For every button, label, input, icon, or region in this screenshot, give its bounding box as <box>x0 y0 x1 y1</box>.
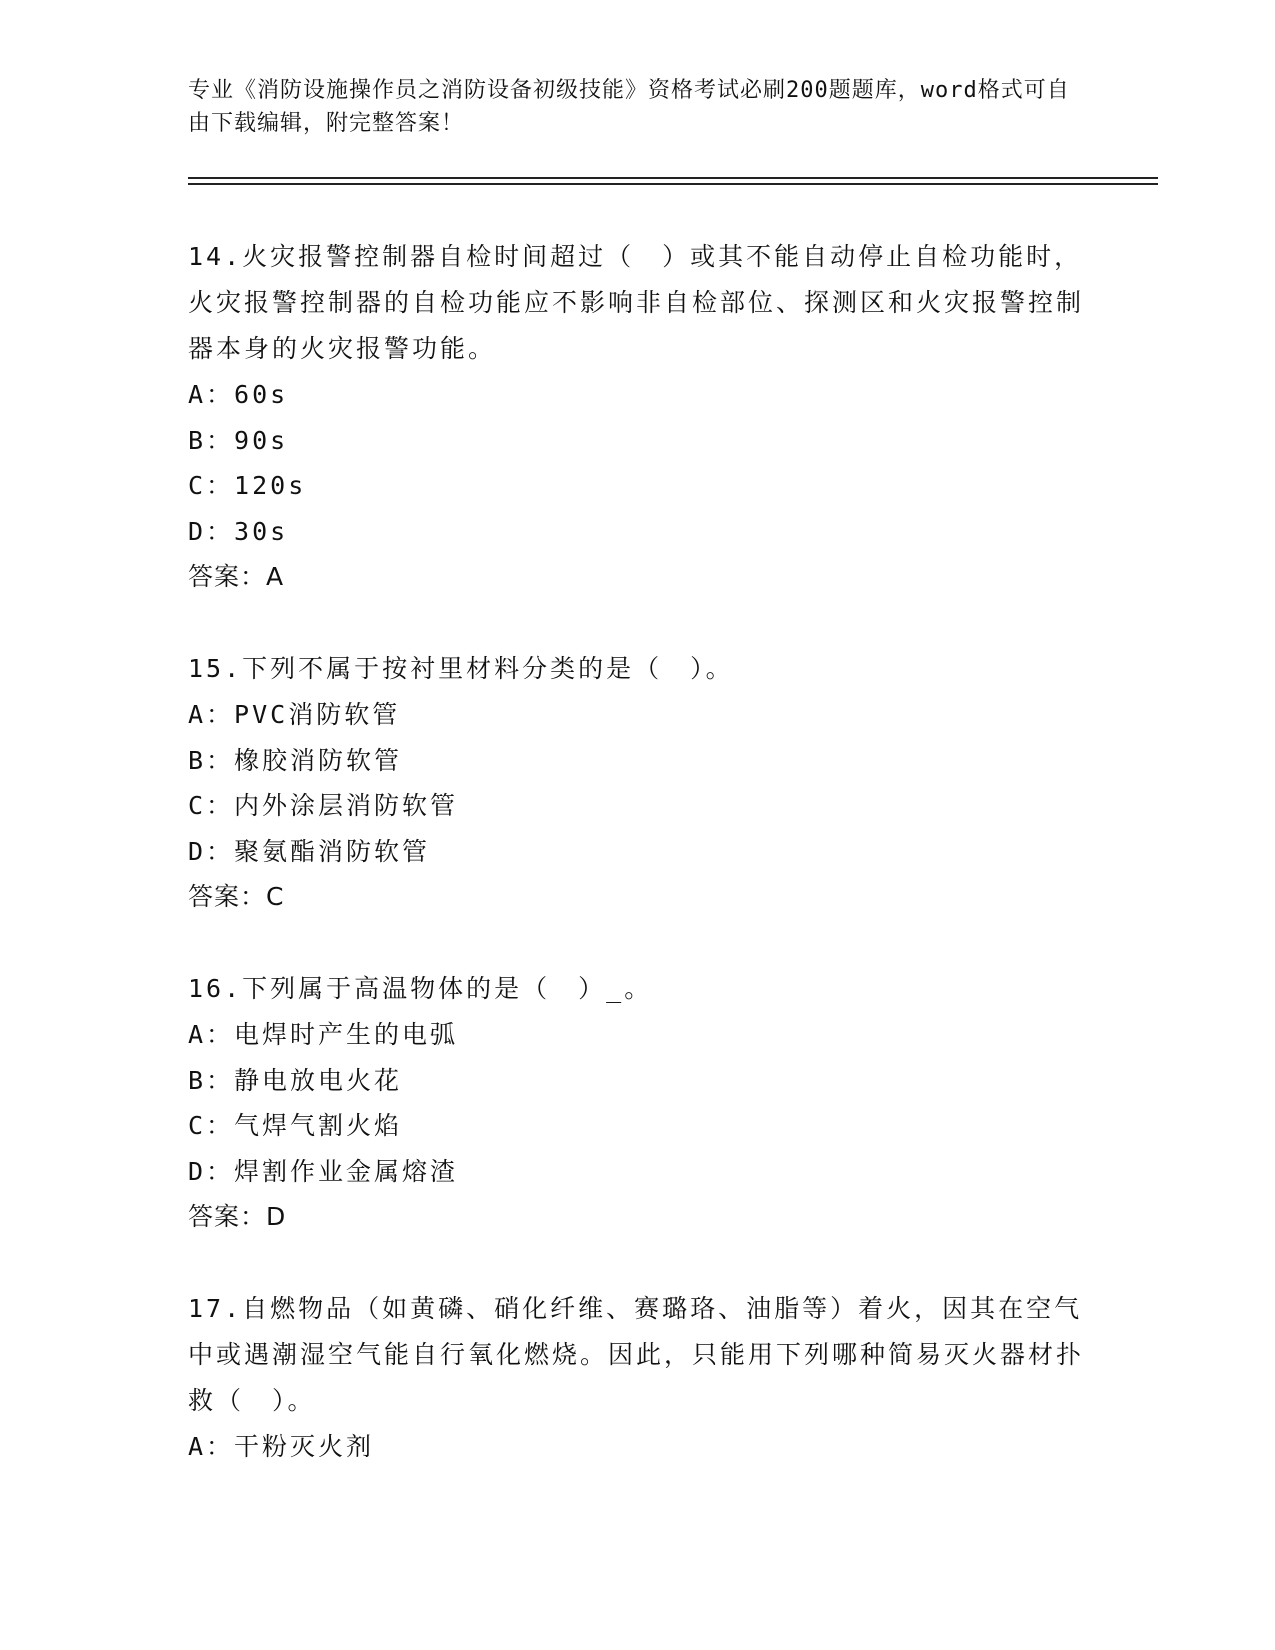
option-c: C：内外涂层消防软管 <box>188 791 459 820</box>
option-b: B：静电放电火花 <box>188 1065 403 1095</box>
question-17 <box>188 1286 1088 1470</box>
option-a: A：PVC消防软管 <box>188 700 401 729</box>
question-stem: 14.火灾报警控制器自检时间超过（ ）或其不能自动停止自检功能时，火灾报警控制器的自检功能应不影响非自检部位、探测区和火灾报警控制器本身的火灾报警功能。 <box>188 242 1085 363</box>
option-b: B：90s <box>188 425 289 455</box>
answer-line: 答案：C <box>188 882 285 911</box>
answer-line: 答案：D <box>188 1202 287 1231</box>
option-c: C：气焊气割火焰 <box>188 1111 403 1140</box>
document-intro: 专业《消防设施操作员之消防设备初级技能》资格考试必刷200题题库，word格式可自由下载编辑，附完整答案！ <box>188 78 1070 136</box>
question-stem: 15.下列不属于按衬里材料分类的是（ ）。 <box>188 654 734 683</box>
option-d: D：聚氨酯消防软管 <box>188 836 431 866</box>
option-d: D：30s <box>188 516 289 546</box>
option-b: B：橡胶消防软管 <box>188 745 403 775</box>
option-a: A：电焊时产生的电弧 <box>188 1020 459 1049</box>
option-a: A：60s <box>188 380 289 409</box>
question-16 <box>188 966 1088 1240</box>
question-stem: 16.下列属于高温物体的是（ ）_。 <box>188 974 653 1003</box>
question-15 <box>188 646 1088 920</box>
answer-line: 答案：A <box>188 562 285 591</box>
option-d: D：焊割作业金属熔渣 <box>188 1156 459 1186</box>
header-divider-bottom <box>188 183 1158 185</box>
option-c: C：120s <box>188 471 307 500</box>
question-14 <box>188 234 1088 600</box>
header-divider-top <box>188 177 1158 179</box>
option-a: A：干粉灭火剂 <box>188 1432 375 1461</box>
question-stem: 17.自燃物品（如黄磷、硝化纤维、赛璐珞、油脂等）着火，因其在空气中或遇潮湿空气能自行氧化燃烧。因此，只能用下列哪种简易灭火器材扑救（ ）。 <box>188 1294 1085 1415</box>
